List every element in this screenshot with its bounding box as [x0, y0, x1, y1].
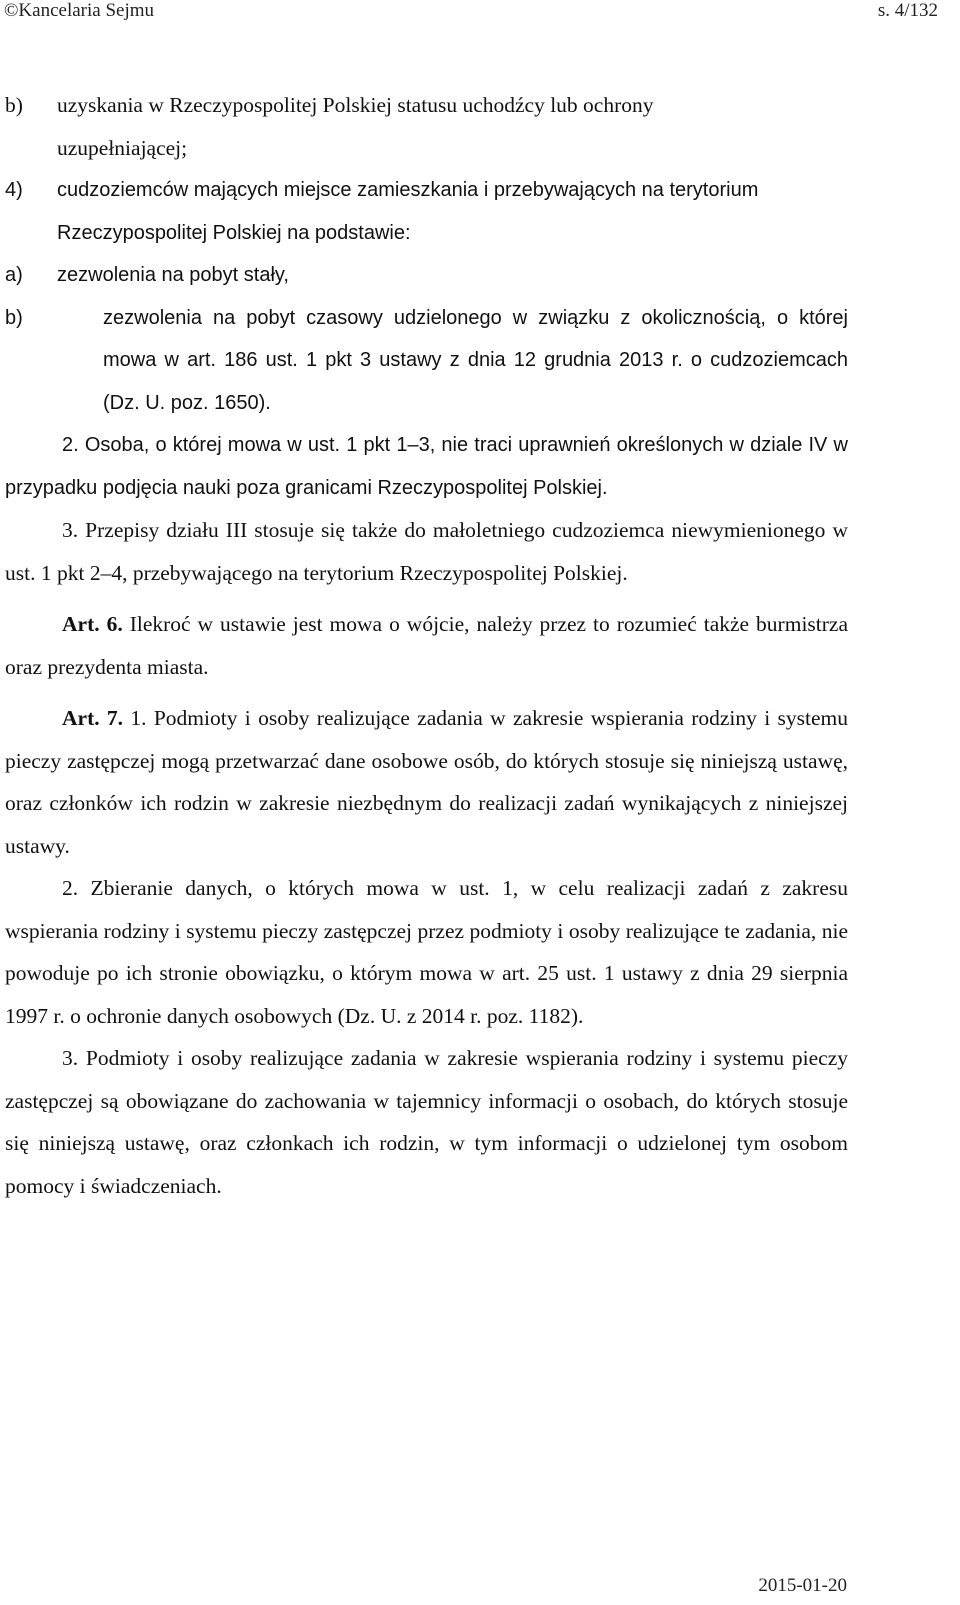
- article-text: Ilekroć w ustawie jest mowa o wójcie, należy przez to rozumieć także burmistrza oraz prezydenta miasta.: [5, 612, 848, 679]
- article-6: [5, 603, 848, 688]
- list-item-text: uzyskania w Rzeczypospolitej Polskiej statusu uchodźcy lub ochrony: [57, 93, 654, 117]
- footer-date: 2015-01-20: [758, 1575, 847, 1596]
- header-page-number: s. 4/132: [877, 0, 938, 21]
- article-text: 1. Podmioty i osoby realizujące zadania w zakresie wspierania rodziny i systemu pieczy zastępczej mogą przetwarzać dane osobowe osób, do których stosuje się niniejszą ustawę, oraz członków ich rodzin w zakresie niezbędnym do realizacji zadań wynikających z niniejszej ustawy.: [5, 706, 848, 858]
- list-marker: 4): [5, 179, 23, 201]
- list-item-continuation: Rzeczypospolitej Polskiej na podstawie:: [57, 221, 411, 244]
- sub-item-marker: a): [5, 264, 23, 286]
- article-label: Art. 6.: [62, 612, 123, 636]
- sub-item-marker: b): [5, 306, 23, 329]
- list-item-text: cudzoziemców mających miejsce zamieszkania i przebywających na terytorium: [57, 179, 759, 201]
- list-item-b: [5, 84, 848, 127]
- header-copyright: ©Kancelaria Sejmu: [4, 0, 155, 21]
- sub-item-text: zezwolenia na pobyt czasowy udzielonego w związku z okolicznością, o której mowa w art. 186 ust. 1 pkt 3 ustawy z dnia 12 grudnia 2013 r. o cudzoziemcach (Dz. U. poz. 1650).: [103, 306, 848, 414]
- list-marker: b): [5, 93, 23, 117]
- sub-item-a: [5, 254, 848, 297]
- sub-item-b: [5, 297, 848, 425]
- paragraph-ust-2: 2. Osoba, o której mowa w ust. 1 pkt 1–3, nie traci uprawnień określonych w dziale IV w przypadku podjęcia nauki poza granicami Rzeczypospolitej Polskiej.: [5, 434, 848, 499]
- paragraph-art7-ust-3: 3. Podmioty i osoby realizujące zadania w zakresie wspierania rodziny i systemu pieczy zastępczej są obowiązane do zachowania w tajemnicy informacji o osobach, do których stosuje się niniejszą ustawę, oraz członkach ich rodzin, w tym informacji o udzielonej tym osobom pomocy i świadczeniach.: [5, 1046, 848, 1198]
- paragraph-art7-ust-2: 2. Zbieranie danych, o których mowa w ust. 1, w celu realizacji zadań z zakresu wspierania rodziny i systemu pieczy zastępczej przez podmioty i osoby realizujące te zadania, nie powoduje po ich stronie obowiązku, o którym mowa w art. 25 ust. 1 ustawy z dnia 29 sierpnia 1997 r. o ochronie danych osobowych (Dz. U. z 2014 r. poz. 1182).: [5, 876, 848, 1028]
- sub-item-text: zezwolenia na pobyt stały,: [57, 264, 289, 286]
- document-body: [5, 84, 848, 1207]
- article-label: Art. 7.: [62, 706, 124, 730]
- list-item-continuation: uzupełniającej;: [57, 135, 188, 160]
- paragraph-ust-3: 3. Przepisy działu III stosuje się także do małoletniego cudzoziemca niewymienionego w ust. 1 pkt 2–4, przebywającego na terytorium Rzeczypospolitej Polskiej.: [5, 518, 848, 585]
- list-item-4: [5, 169, 848, 212]
- article-7: [5, 697, 848, 867]
